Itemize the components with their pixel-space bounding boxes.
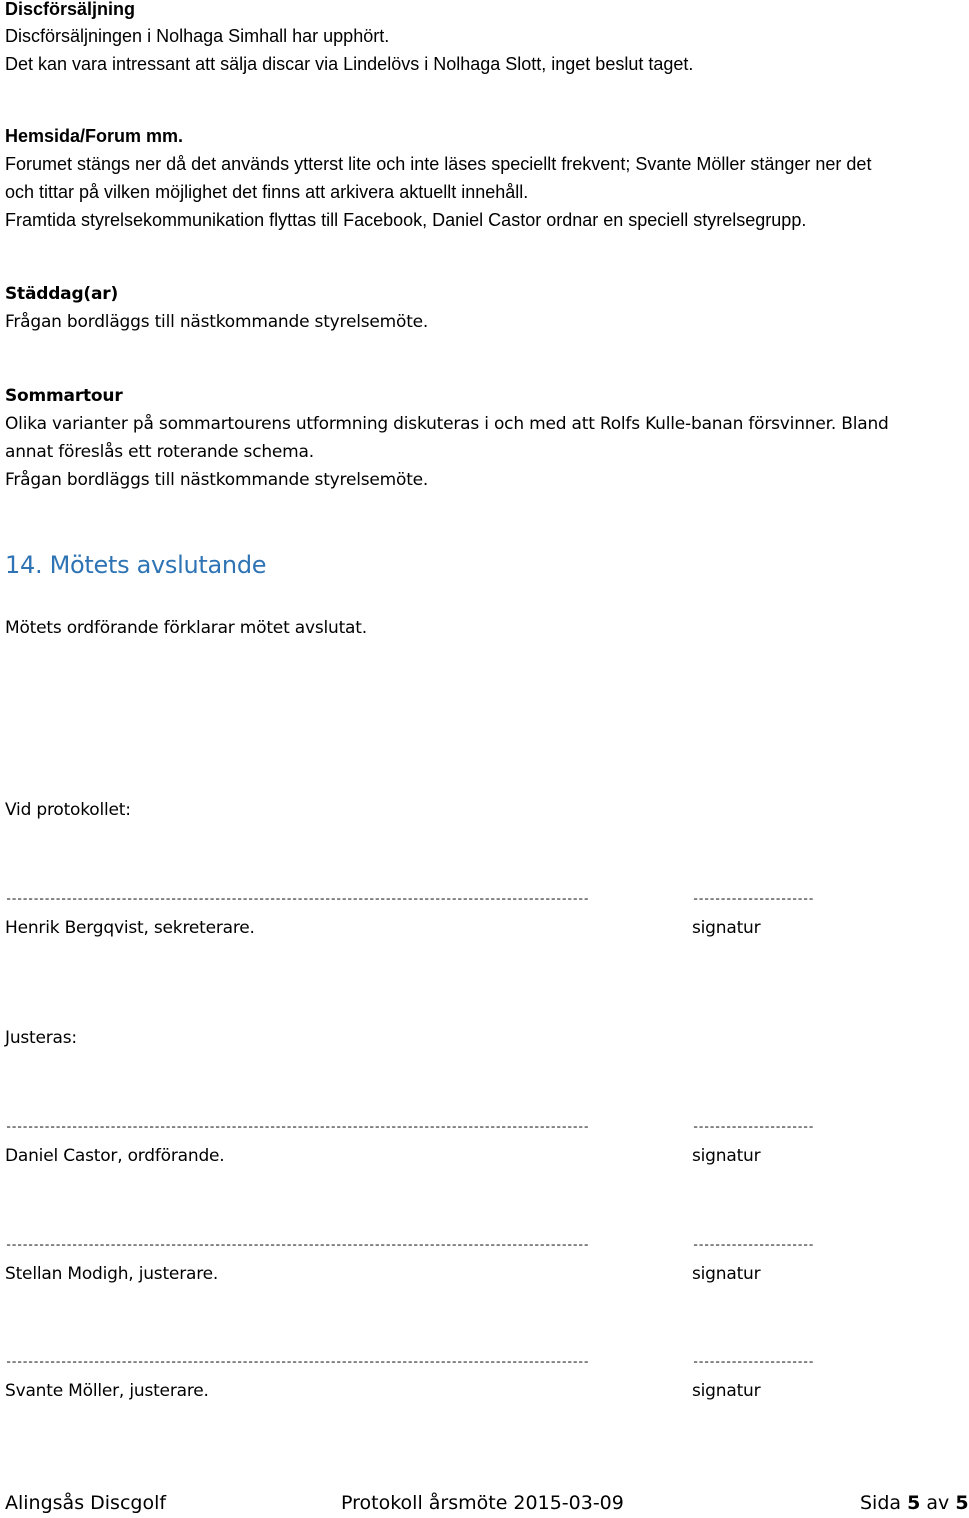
signer-name: Stellan Modigh, justerare. [5, 1264, 219, 1284]
footer-org: Alingsås Discgolf [5, 1492, 167, 1514]
signature-line: ---------------------- [692, 1120, 814, 1134]
footer-page-total: 5 [955, 1492, 969, 1514]
signature-line: ---------------------- [692, 1238, 814, 1252]
signatur-label: signatur [692, 1146, 761, 1166]
signatur-label: signatur [692, 1381, 761, 1401]
section-title-staddag: Städdag(ar) [5, 284, 119, 304]
paragraph-line: Discförsäljningen i Nolhaga Simhall har upphört. [5, 26, 390, 46]
section-title-forum: Hemsida/Forum mm. [5, 126, 184, 146]
signer-name: Henrik Bergqvist, sekreterare. [5, 918, 255, 938]
signature-line: ---------------------------------------------------------------------------------------------------------- [5, 1238, 589, 1252]
paragraph-line: och tittar på vilken möjlighet det finns att arkivera aktuellt innehåll. [5, 182, 529, 202]
signer-name: Daniel Castor, ordförande. [5, 1146, 225, 1166]
footer-page-prefix: Sida [860, 1492, 902, 1514]
footer-page-num: 5 [907, 1492, 921, 1514]
signer-name: Svante Möller, justerare. [5, 1381, 209, 1401]
footer-page-mid: av [926, 1492, 950, 1514]
section-title-sommartour: Sommartour [5, 386, 123, 406]
paragraph-line: Forumet stängs ner då det används ytterst lite och inte läses speciellt frekvent; Svante Möller stänger ner det [5, 154, 872, 174]
signature-line: ---------------------- [692, 892, 814, 906]
closing-text: Mötets ordförande förklarar mötet avslutat. [5, 618, 367, 638]
footer-doc: Protokoll årsmöte 2015-03-09 [341, 1492, 624, 1514]
section-title-disc: Discförsäljning [5, 0, 136, 19]
signatur-label: signatur [692, 1264, 761, 1284]
footer-page [860, 1492, 969, 1514]
paragraph-line: Frågan bordläggs till nästkommande styrelsemöte. [5, 312, 429, 332]
signature-line: ---------------------- [692, 1355, 814, 1369]
signature-line: ---------------------------------------------------------------------------------------------------------- [5, 892, 589, 906]
paragraph-line: Olika varianter på sommartourens utformning diskuteras i och med att Rolfs Kulle-banan försvinner. Bland [5, 414, 889, 434]
paragraph-line: Framtida styrelsekommunikation flyttas till Facebook, Daniel Castor ordnar en speciell styrelsegrupp. [5, 210, 807, 230]
signature-line: ---------------------------------------------------------------------------------------------------------- [5, 1120, 589, 1134]
adjust-label: Justeras: [5, 1028, 77, 1048]
signature-line: ---------------------------------------------------------------------------------------------------------- [5, 1355, 589, 1369]
closing-heading: 14. Mötets avslutande [5, 551, 267, 579]
protocol-label: Vid protokollet: [5, 800, 131, 820]
paragraph-line: annat föreslås ett roterande schema. [5, 442, 314, 462]
paragraph-line: Frågan bordläggs till nästkommande styrelsemöte. [5, 470, 429, 490]
signatur-label: signatur [692, 918, 761, 938]
paragraph-line: Det kan vara intressant att sälja discar via Lindelövs i Nolhaga Slott, inget beslut taget. [5, 54, 694, 74]
